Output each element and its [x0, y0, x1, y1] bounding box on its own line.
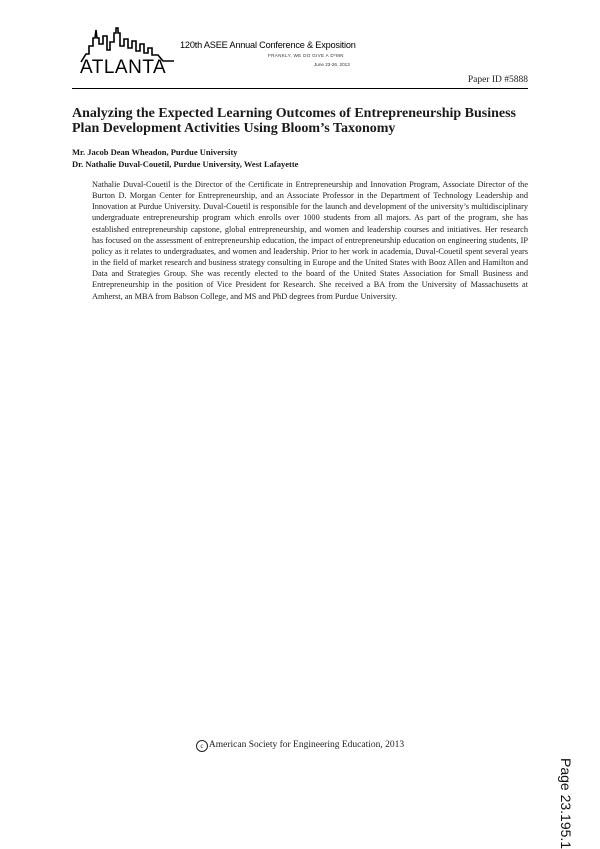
author-2: Dr. Nathalie Duval-Couetil, Purdue University, West Lafayette — [72, 159, 299, 169]
author-list — [72, 146, 298, 170]
conference-motto: FRANKLY, WE DO GIVE A D*MN — [268, 53, 344, 58]
header-divider — [72, 88, 528, 89]
conference-logo — [78, 24, 188, 80]
conference-dates: June 23-26, 2013 — [314, 62, 350, 67]
author-1: Mr. Jacob Dean Wheadon, Purdue University — [72, 147, 238, 157]
copyright-footer — [0, 740, 600, 752]
paper-title: Analyzing the Expected Learning Outcomes of Entrepreneurship Business Plan Development Activities Using Bloom’s Taxonomy — [72, 106, 517, 136]
side-page-number: Page 23.195.1 — [558, 758, 574, 849]
copyright-icon: c — [196, 740, 208, 752]
author-biography: Nathalie Duval-Couetil is the Director of the Certificate in Entrepreneurship and Innovation Program, Associate Director of the Burton D. Morgan Center for Entrepreneurship, and an Associate Professor in the Department of Technology Leadership and Innovation at Purdue University. Duval-Couetil is responsible for the launch and development of the university’s multidisciplinary undergraduate entrepreneurship program which enrolls over 1000 students from all majors. As part of the program, she has established entrepreneurship capstone, global entrepreneurship, and women and leadership courses and initiatives. Her research has focused on the assessment of entrepreneurship education, the impact of entrepreneurship education on engineering students, IP policy as it relates to undergraduates, and women and leadership. Prior to her work in academia, Duval-Couetil spent several years in the field of market research and business strategy consulting in Europe and the United States with Booz Allen and Hamilton and Data and Strategies Group. She was recently elected to the board of the United States Association for Small Business and Entrepreneurship in the position of Vice President for Research. She received a BA from the University of Massachusetts at Amherst, an MBA from Babson College, and MS and PhD degrees from Purdue University. — [92, 180, 528, 301]
logo-city-name: ATLANTA — [80, 57, 167, 78]
paper-id: Paper ID #5888 — [467, 75, 528, 85]
copyright-text: American Society for Engineering Education, 2013 — [208, 740, 405, 750]
conference-title: 120th ASEE Annual Conference & Exposition — [180, 40, 356, 50]
